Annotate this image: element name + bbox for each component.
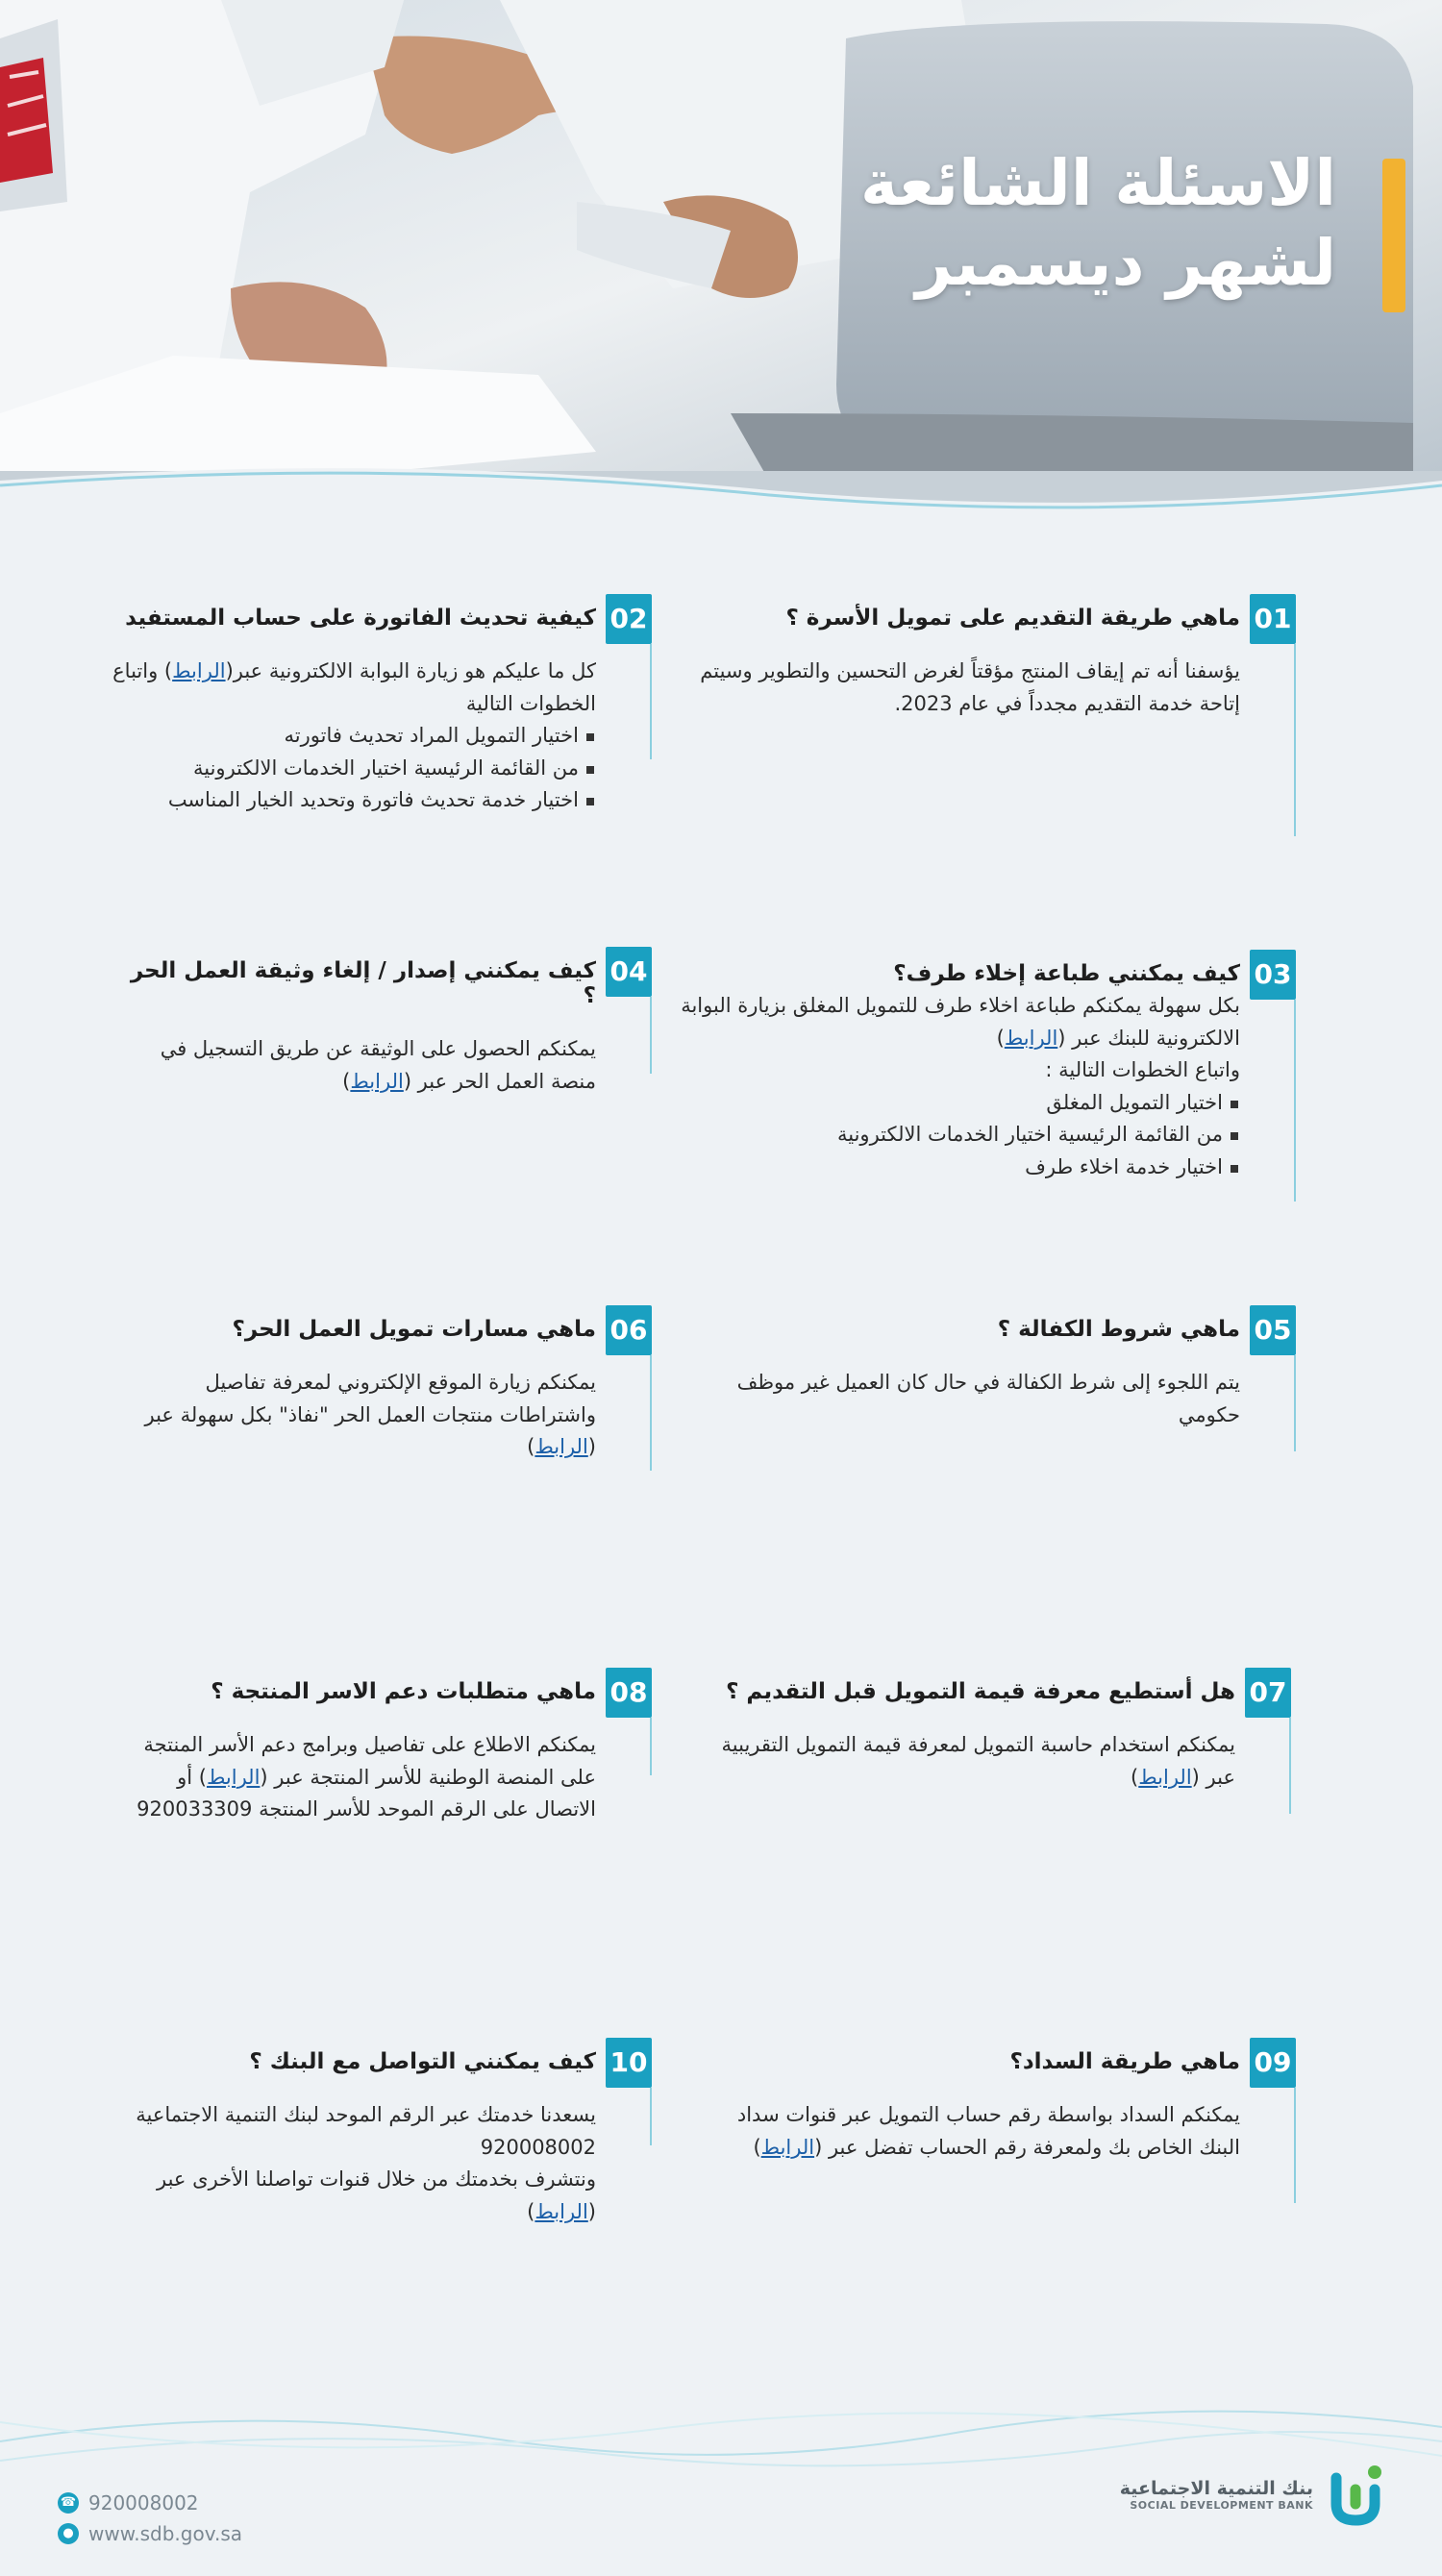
faq-question: ماهي متطلبات دعم الاسر المنتجة ؟: [211, 1679, 596, 1704]
faq-item-09: [716, 2038, 1292, 2164]
bank-name-english: SOCIAL DEVELOPMENT BANK: [1130, 2498, 1313, 2512]
faq-divider: [650, 997, 652, 1074]
faq-divider: [1294, 1000, 1296, 1201]
website-link[interactable]: www.sdb.gov.sa: [88, 2522, 243, 2545]
list-item: اختيار التمويل المغلق: [654, 1087, 1240, 1120]
faq-link[interactable]: الرابط: [760, 2135, 815, 2159]
bank-logo: [1120, 2461, 1384, 2528]
faq-answer: يؤسفنا أنه تم إيقاف المنتج مؤقتاً لغرض التحسين والتطوير وسيتم إتاحة خدمة التقديم مجدداً في عام 2023.: [700, 659, 1240, 715]
faq-number-badge: 09: [1250, 2038, 1296, 2088]
faq-number-badge: 05: [1250, 1305, 1296, 1355]
list-item: اختيار خدمة تحديث فاتورة وتحديد الخيار المناسب: [77, 784, 596, 817]
faq-link[interactable]: الرابط: [1004, 1026, 1058, 1050]
faq-item-05: [716, 1305, 1292, 1431]
faq-number-badge: 01: [1250, 594, 1296, 644]
faq-link[interactable]: الرابط: [172, 659, 226, 682]
faq-item-08: [125, 1668, 648, 1826]
faq-answer: يمكنكم الحصول على الوثيقة عن طريق التسجيل في منصة العمل الحر عبر (الرابط): [160, 1037, 596, 1093]
phone-number[interactable]: 920008002: [88, 2491, 199, 2514]
faq-number-badge: 04: [606, 947, 652, 997]
list-item: من القائمة الرئيسية اختيار الخدمات الالكترونية: [77, 753, 596, 785]
faq-steps-list: [654, 1087, 1240, 1184]
hero-banner: [0, 0, 1442, 509]
faq-answer: بكل سهولة يمكنكم طباعة اخلاء طرف للتمويل المغلق بزيارة البوابة الالكترونية للبنك عبر (الرابط) واتباع الخطوات التالية : اختيار التمويل المغلق من القائمة الرئيسية اختيار الخدمات الالكترونية اختيار خدمة اخلاء طرف: [654, 990, 1240, 1184]
faq-item-04: [125, 947, 648, 1098]
faq-divider: [1294, 2088, 1296, 2203]
contact-website: [58, 2518, 242, 2549]
faq-divider: [650, 644, 652, 759]
faq-number-badge: 10: [606, 2038, 652, 2088]
bank-name-arabic: بنك التنمية الاجتماعية: [1119, 2477, 1313, 2499]
list-item: اختيار خدمة اخلاء طرف: [654, 1152, 1240, 1184]
faq-item-10: [96, 2038, 648, 2228]
faq-divider: [650, 1355, 652, 1471]
faq-item-06: [125, 1305, 648, 1464]
faq-question: كيف يمكنني إصدار / إلغاء وثيقة العمل الحر ؟: [130, 958, 596, 1008]
faq-answer: يمكنكم استخدام حاسبة التمويل لمعرفة قيمة التمويل التقريبية عبر (الرابط): [721, 1733, 1235, 1789]
contact-info: [58, 2488, 242, 2549]
faq-divider: [1294, 644, 1296, 836]
faq-question: ماهي شروط الكفالة ؟: [997, 1317, 1240, 1342]
faq-number-badge: 06: [606, 1305, 652, 1355]
faq-number-badge: 03: [1250, 950, 1296, 1000]
faq-answer: يتم اللجوء إلى شرط الكفالة في حال كان العميل غير موظف حكومي: [736, 1371, 1240, 1426]
faq-question: هل أستطيع معرفة قيمة التمويل قبل التقديم ؟: [726, 1679, 1235, 1704]
faq-answer: كل ما عليكم هو زيارة البوابة الالكترونية عبر(الرابط) واتباع الخطوات التالية اختيار التمويل المراد تحديث فاتورته من القائمة الرئيسية اختيار الخدمات الالكترونية اختيار خدمة تحديث فاتورة وتحديد الخيار المناسب: [77, 656, 596, 817]
faq-question: كيف يمكنني طباعة إخلاء طرف؟: [893, 961, 1240, 986]
faq-item-03: [654, 950, 1292, 1184]
faq-question: ماهي طريقة التقديم على تمويل الأسرة ؟: [785, 606, 1240, 631]
faq-divider: [650, 1718, 652, 1775]
bank-logo-mark-icon: [1327, 2461, 1384, 2528]
faq-steps-list: [77, 720, 596, 817]
faq-number-badge: 07: [1245, 1668, 1291, 1718]
faq-answer: يمكنكم السداد بواسطة رقم حساب التمويل عبر قنوات سداد البنك الخاص بك ولمعرفة رقم الحساب تفضل عبر (الرابط): [736, 2103, 1240, 2159]
hero-accent-bar: [1382, 159, 1405, 312]
faq-link[interactable]: الرابط: [1138, 1765, 1192, 1789]
faq-divider: [1289, 1718, 1291, 1814]
faq-divider: [1294, 1355, 1296, 1451]
faq-number-badge: 02: [606, 594, 652, 644]
faq-link[interactable]: الرابط: [535, 1435, 588, 1459]
faq-question: كيفية تحديث الفاتورة على حساب المستفيد: [125, 606, 596, 631]
faq-answer: يسعدنا خدمتك عبر الرقم الموحد لبنك التنمية الاجتماعية 920008002 ونتشرف بخدمتك من خلال قنوات تواصلنا الأخرى عبر (الرابط): [136, 2103, 596, 2223]
contact-phone: [58, 2488, 242, 2518]
faq-answer: يمكنكم زيارة الموقع الإلكتروني لمعرفة تفاصيل واشتراطات منتجات العمل الحر "نفاذ" بكل سهولة عبر (الرابط): [144, 1371, 596, 1459]
faq-question: كيف يمكنني التواصل مع البنك ؟: [249, 2049, 596, 2074]
hero-title-line1: الاسئلة الشائعة: [860, 146, 1336, 220]
faq-question: ماهي طريقة السداد؟: [1009, 2049, 1240, 2074]
faq-item-07: [721, 1668, 1287, 1794]
list-item: من القائمة الرئيسية اختيار الخدمات الالكترونية: [654, 1119, 1240, 1152]
hero-title: [860, 144, 1336, 303]
globe-icon: ●: [58, 2523, 79, 2544]
faq-answer: يمكنكم الاطلاع على تفاصيل وبرامج دعم الأسر المنتجة على المنصة الوطنية للأسر المنتجة عبر (الرابط) أو الاتصال على الرقم الموحد للأسر المنتجة 920033309: [137, 1733, 596, 1821]
bank-logo-text: [1120, 2478, 1313, 2512]
faq-item-01: [654, 594, 1292, 720]
faq-link[interactable]: الرابط: [535, 2199, 588, 2223]
hero-title-line2: لشهر ديسمبر: [915, 225, 1336, 300]
phone-icon: ☎: [58, 2492, 79, 2514]
faq-link[interactable]: الرابط: [206, 1765, 261, 1789]
list-item: اختيار التمويل المراد تحديث فاتورته: [77, 720, 596, 753]
faq-question: ماهي مسارات تمويل العمل الحر؟: [232, 1317, 596, 1342]
faq-number-badge: 08: [606, 1668, 652, 1718]
faq-divider: [650, 2088, 652, 2145]
faq-item-02: [77, 594, 648, 817]
faq-link[interactable]: الرابط: [350, 1069, 404, 1093]
